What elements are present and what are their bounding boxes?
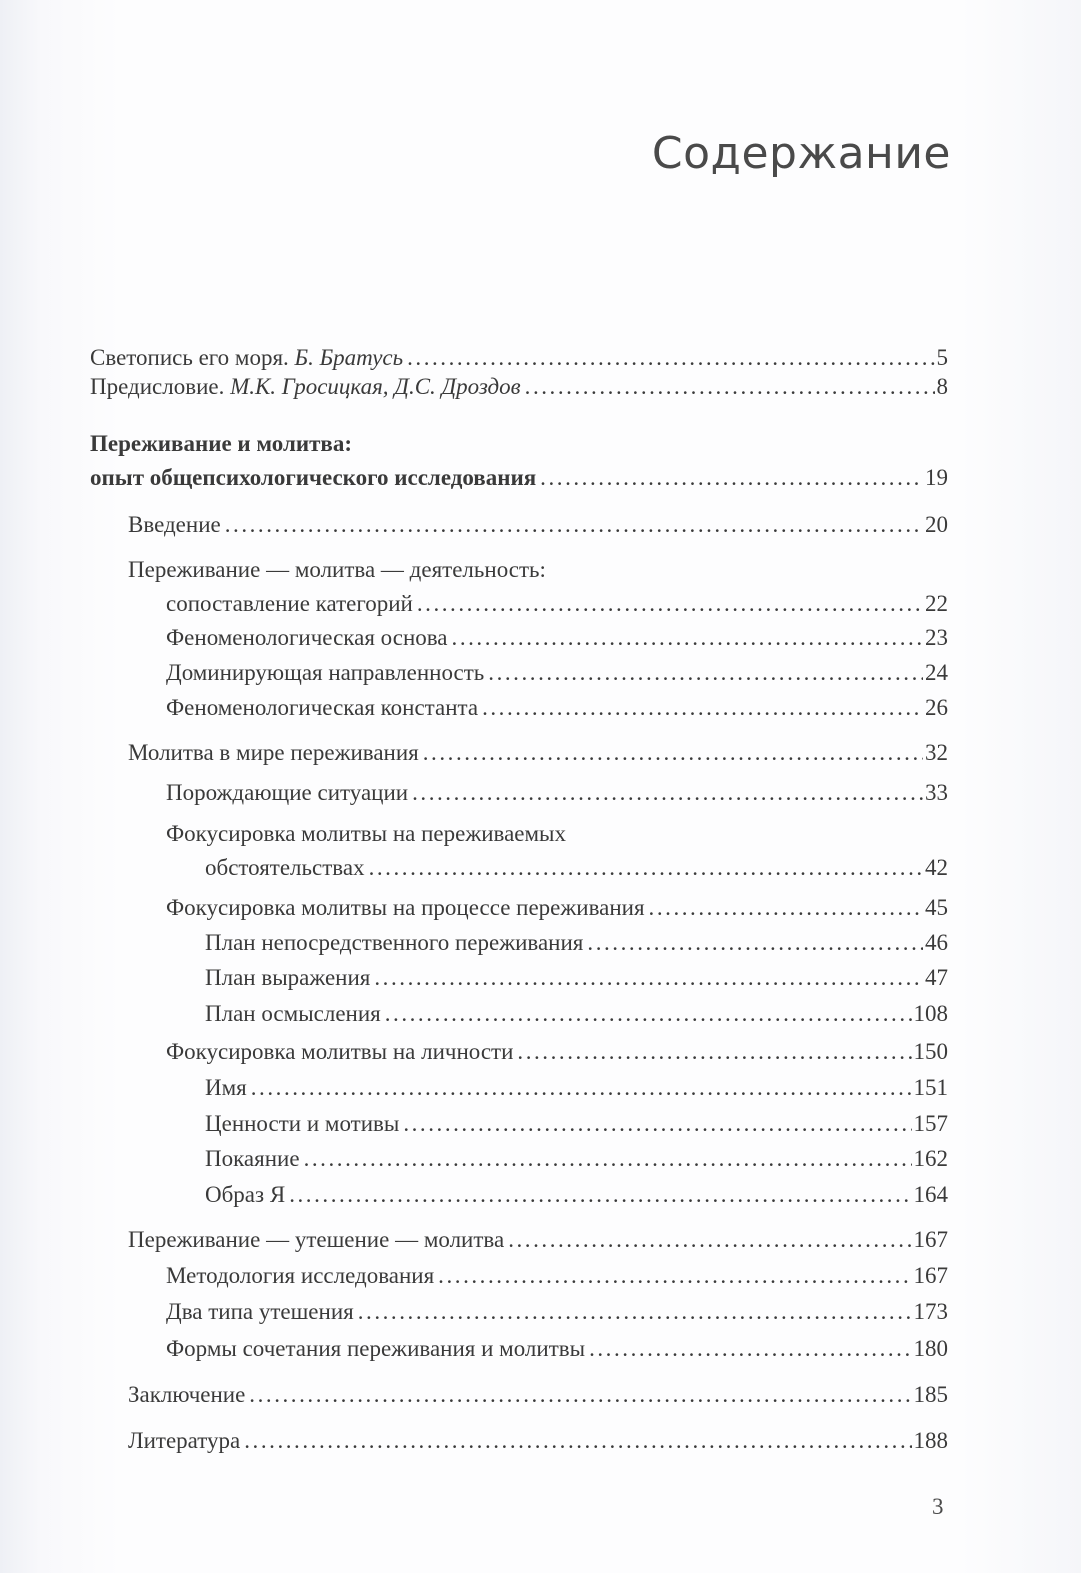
leader-dots <box>517 1038 911 1066</box>
toc-entry <box>205 964 948 992</box>
toc-entry <box>90 344 948 372</box>
toc-entry <box>205 929 948 957</box>
toc-entry <box>205 1181 948 1209</box>
toc-page-number: 8 <box>936 374 948 399</box>
toc-page-number: 5 <box>936 345 948 370</box>
toc-entry <box>166 590 948 618</box>
toc-entry <box>205 854 948 882</box>
page-title: Содержание <box>651 128 951 179</box>
toc-page-number: 23 <box>925 625 948 650</box>
toc-page-number: 46 <box>925 930 948 955</box>
toc-page-number: 20 <box>925 512 948 537</box>
toc-entry <box>166 624 948 652</box>
leader-dots <box>244 1427 911 1455</box>
toc-entry <box>128 511 948 539</box>
leader-dots <box>358 1298 912 1326</box>
toc-entry <box>205 1110 948 1138</box>
toc-entry-title: Литература <box>128 1428 241 1453</box>
toc-entry-title: Введение <box>128 512 221 537</box>
toc-page-number: 173 <box>913 1299 948 1324</box>
toc-entry <box>128 1427 948 1455</box>
toc-page-number: 157 <box>913 1111 948 1136</box>
toc-entry-title: Формы сочетания переживания и молитвы <box>166 1336 586 1361</box>
toc-entry-author: М.К. Гросицкая, Д.С. Дроздов <box>230 374 521 399</box>
toc-entry-title: Образ Я <box>205 1182 286 1207</box>
toc-entry-title: Феноменологическая основа <box>166 625 448 650</box>
toc-entry <box>166 1038 948 1066</box>
leader-dots <box>412 779 923 807</box>
leader-dots <box>374 964 923 992</box>
toc-entry-title: План непосредственного переживания <box>205 930 584 955</box>
part-heading-line1: Переживание и молитва: <box>90 431 353 456</box>
leader-dots <box>649 894 923 922</box>
leader-dots <box>304 1145 912 1173</box>
leader-dots <box>540 464 923 492</box>
leader-dots <box>525 373 935 401</box>
leader-dots <box>452 624 923 652</box>
leader-dots <box>423 739 923 767</box>
leader-dots <box>289 1181 911 1209</box>
toc-entry <box>205 1145 948 1173</box>
toc-entry-title: Доминирующая направленность <box>166 660 485 685</box>
toc-entry-title: Два типа утешения <box>166 1299 354 1324</box>
toc-page-number: 45 <box>925 895 948 920</box>
leader-dots <box>369 854 923 882</box>
toc-page-number: 19 <box>925 465 948 490</box>
toc-page-number: 32 <box>925 740 948 765</box>
leader-dots <box>407 344 934 372</box>
leader-dots <box>385 1000 912 1028</box>
toc-entry-title: План осмысления <box>205 1001 381 1026</box>
section-heading-line1: Фокусировка молитвы на переживаемых <box>166 821 567 846</box>
toc-page-number: 185 <box>913 1382 948 1407</box>
toc-entry <box>128 739 948 767</box>
toc-page-number: 151 <box>913 1075 948 1100</box>
toc-page-number: 24 <box>925 660 948 685</box>
toc-entry-title: Методология исследования <box>166 1263 435 1288</box>
toc-entry-title: Ценности и мотивы <box>205 1111 400 1136</box>
toc-entry <box>205 1074 948 1102</box>
leader-dots <box>488 659 923 687</box>
toc-entry <box>166 694 948 722</box>
toc-page-number: 26 <box>925 695 948 720</box>
toc-entry-title: Фокусировка молитвы на личности <box>166 1039 514 1064</box>
leader-dots <box>225 511 923 539</box>
page-number: 3 <box>932 1494 944 1519</box>
chapter-heading-line1: Переживание — молитва — деятельность: <box>128 557 546 582</box>
toc-entry <box>166 779 948 807</box>
toc-entry-title: обстоятельствах <box>205 855 365 880</box>
leader-dots <box>587 929 923 957</box>
toc-page-number: 47 <box>925 965 948 990</box>
toc-entry <box>128 1226 948 1254</box>
toc-page-number: 33 <box>925 780 948 805</box>
toc-entry-title: Молитва в мире переживания <box>128 740 419 765</box>
toc-entry-title: Светопись его моря. Б. Братусь <box>90 345 404 370</box>
toc-entry-title: Заключение <box>128 1382 246 1407</box>
toc-entry <box>166 1335 948 1363</box>
toc-entry-title: Предисловие. М.К. Гросицкая, Д.С. Дроздов <box>90 374 521 399</box>
toc-entry-title: опыт общепсихологического исследования <box>90 465 537 490</box>
toc-entry <box>166 1298 948 1326</box>
leader-dots <box>589 1335 911 1363</box>
toc-entry-title: сопоставление категорий <box>166 591 413 616</box>
toc-page-number: 108 <box>913 1001 948 1026</box>
toc-entry <box>128 1381 948 1409</box>
toc-entry-title: Покаяние <box>205 1146 300 1171</box>
toc-entry <box>90 373 948 401</box>
leader-dots <box>251 1074 912 1102</box>
leader-dots <box>508 1226 911 1254</box>
leader-dots <box>482 694 923 722</box>
leader-dots <box>249 1381 911 1409</box>
toc-entry-part <box>90 464 948 492</box>
leader-dots <box>438 1262 911 1290</box>
toc-entry-author: Б. Братусь <box>294 345 404 370</box>
toc-entry-title: Переживание — утешение — молитва <box>128 1227 505 1252</box>
toc-entry-title: Имя <box>205 1075 247 1100</box>
toc-page-number: 164 <box>913 1182 948 1207</box>
toc-entry-title: Феноменологическая константа <box>166 695 479 720</box>
toc-entry <box>166 659 948 687</box>
toc-entry-title: Фокусировка молитвы на процессе переживания <box>166 895 645 920</box>
toc-entry <box>166 1262 948 1290</box>
toc-page-number: 188 <box>913 1428 948 1453</box>
toc-entry <box>166 894 948 922</box>
toc-page-number: 167 <box>913 1227 948 1252</box>
toc-page-number: 22 <box>925 591 948 616</box>
toc-page-number: 180 <box>913 1336 948 1361</box>
toc-entry <box>205 1000 948 1028</box>
toc-entry-title: Порождающие ситуации <box>166 780 409 805</box>
leader-dots <box>417 590 923 618</box>
toc-page-number: 167 <box>913 1263 948 1288</box>
toc-page-number: 162 <box>913 1146 948 1171</box>
leader-dots <box>403 1110 911 1138</box>
toc-page-number: 42 <box>925 855 948 880</box>
toc-page-number: 150 <box>913 1039 948 1064</box>
toc-entry-title: План выражения <box>205 965 371 990</box>
